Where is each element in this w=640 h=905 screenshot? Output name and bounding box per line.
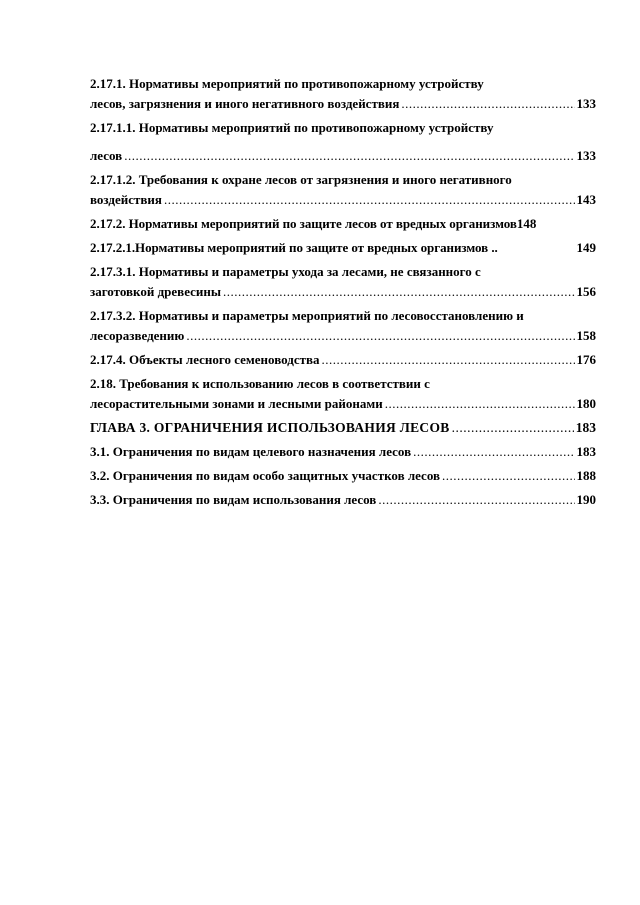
dot-leader (378, 490, 574, 510)
toc-page-number: 180 (576, 396, 596, 411)
toc-entry-line (90, 326, 596, 346)
toc-page-number: 183 (576, 444, 596, 459)
toc-entry-title: 3.2. Ограничения по видам особо защитных участков лесов (90, 468, 441, 483)
toc-page-number: 133 (576, 148, 596, 163)
toc-entry-title-continued: заготовкой древесины (90, 284, 222, 299)
toc-entry[interactable] (90, 350, 596, 370)
toc-entry[interactable] (90, 170, 596, 210)
toc-page-number: 143 (576, 192, 596, 207)
toc-entry[interactable] (90, 466, 596, 486)
toc-entry[interactable] (90, 118, 596, 166)
dot-leader (452, 418, 574, 438)
toc-entry-line (90, 394, 596, 414)
toc-entry-line (90, 442, 596, 462)
toc-entry-title: 2.17.3.2. Нормативы и параметры мероприятий по лесовосстановлению и (90, 308, 524, 323)
toc-entry-title: 2.17.3.1. Нормативы и параметры ухода за лесами, не связанного с (90, 264, 481, 279)
toc-page-number: 149 (576, 240, 596, 255)
toc-chapter-entry[interactable] (90, 418, 596, 438)
dot-leader (413, 442, 574, 462)
dot-leader (401, 94, 574, 114)
toc-entry-title: 2.17.2.1.Нормативы мероприятий по защите от вредных организмов .. (90, 240, 498, 255)
toc-entry-line (90, 214, 596, 234)
toc-entry-title-continued: воздействия (90, 192, 162, 207)
toc-entry[interactable] (90, 490, 596, 510)
toc-entry-line (90, 350, 596, 370)
toc-entry[interactable] (90, 238, 596, 258)
toc-page-number: 183 (575, 420, 596, 435)
toc-page-number: 188 (576, 468, 596, 483)
toc-entry-title: 2.17.1.2. Требования к охране лесов от загрязнения и иного негативного (90, 172, 512, 187)
toc-entry[interactable] (90, 306, 596, 346)
dot-leader (223, 282, 574, 302)
toc-page-number: 176 (576, 352, 596, 367)
toc-entry[interactable] (90, 74, 596, 114)
dot-leader (442, 466, 574, 486)
toc-entry-line (90, 418, 596, 438)
toc-entry-line (90, 190, 596, 210)
toc-entry-line (90, 94, 596, 114)
toc-entry[interactable] (90, 262, 596, 302)
toc-page-number: 158 (576, 328, 596, 343)
toc-entry-title: 2.17.1.1. Нормативы мероприятий по противопожарному устройству (90, 120, 494, 135)
toc-entry-line (90, 490, 596, 510)
dot-leader (322, 350, 575, 370)
toc-entry-title-continued: лесоразведению (90, 328, 185, 343)
toc-chapter-title: ГЛАВА 3. ОГРАНИЧЕНИЯ ИСПОЛЬЗОВАНИЯ ЛЕСОВ (90, 420, 450, 435)
table-of-contents (90, 74, 596, 514)
toc-entry-title: 2.17.4. Объекты лесного семеноводства (90, 352, 320, 367)
toc-entry-title: 3.1. Ограничения по видам целевого назначения лесов (90, 444, 412, 459)
toc-entry-line (90, 238, 596, 258)
dot-leader (385, 394, 575, 414)
toc-entry-title: 2.17.1. Нормативы мероприятий по противопожарному устройству (90, 76, 484, 91)
toc-entry-title-continued: лесов (90, 148, 123, 163)
toc-entry-line (90, 146, 596, 166)
toc-entry-title-continued: лесорастительными зонами и лесными районами (90, 396, 383, 411)
toc-entry-title: 2.18. Требования к использованию лесов в соответствии с (90, 376, 430, 391)
dot-leader (186, 326, 574, 346)
toc-page-number: 156 (576, 284, 596, 299)
toc-entry-line (90, 282, 596, 302)
toc-entry[interactable] (90, 374, 596, 414)
toc-entry-line (90, 466, 596, 486)
toc-entry-title: 2.17.2. Нормативы мероприятий по защите лесов от вредных организмов (90, 216, 517, 231)
toc-page-number: 148 (516, 216, 537, 231)
toc-entry[interactable] (90, 442, 596, 462)
dot-leader (124, 146, 574, 166)
toc-entry-title: 3.3. Ограничения по видам использования лесов (90, 492, 377, 507)
toc-entry-title-continued: лесов, загрязнения и иного негативного воздействия (90, 96, 400, 111)
dot-leader (164, 190, 575, 210)
toc-page-number: 190 (576, 492, 596, 507)
toc-entry[interactable] (90, 214, 596, 234)
toc-page-number: 133 (576, 96, 596, 111)
